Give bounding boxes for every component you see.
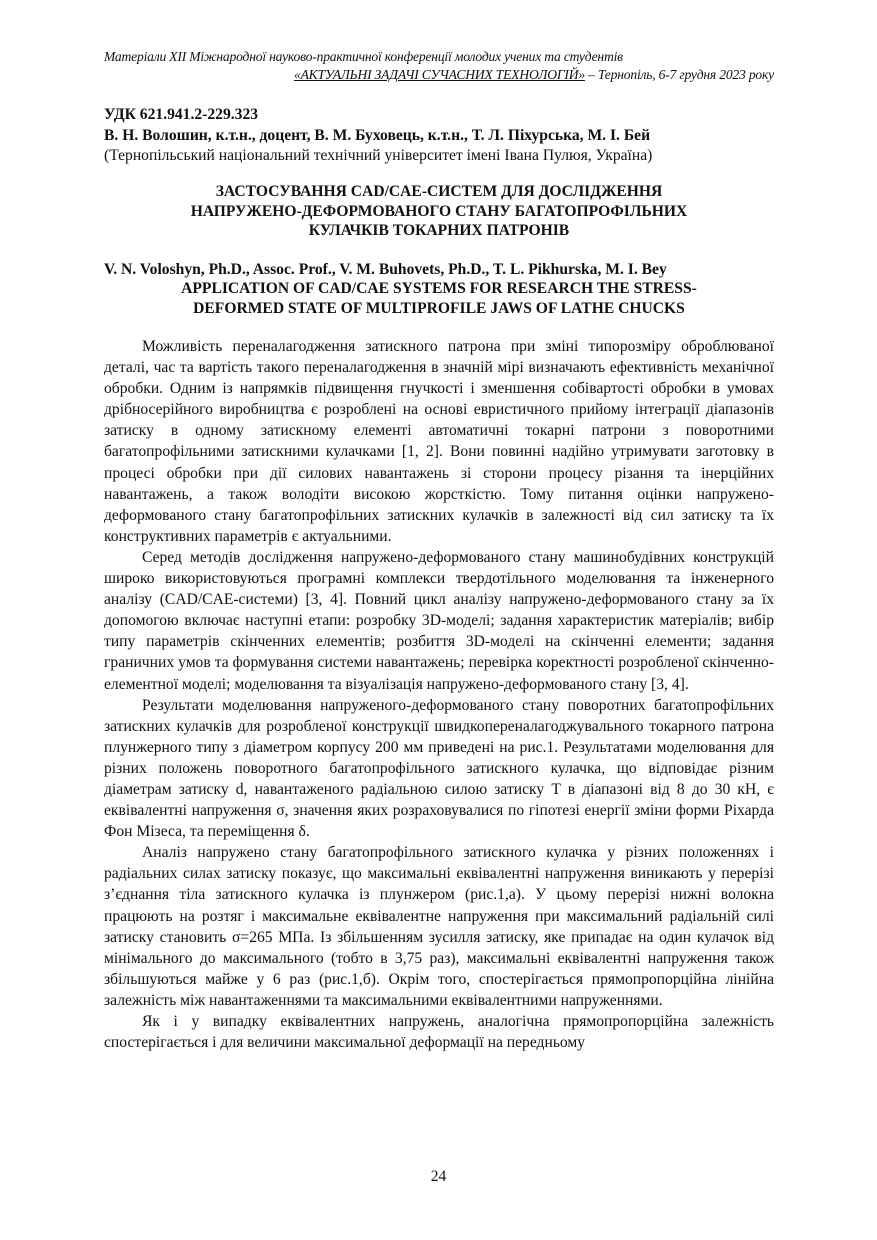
udk-code: УДК 621.941.2-229.323 <box>104 106 259 123</box>
running-header <box>104 48 774 84</box>
affiliation: (Тернопільський національний технічний університет імені Івана Пулюя, Україна) <box>104 147 653 164</box>
title-uk-line: КУЛАЧКІВ ТОКАРНИХ ПАТРОНІВ <box>308 222 570 239</box>
conference-place-date: – Тернопіль, 6-7 грудня 2023 року <box>584 67 774 82</box>
title-en-line: APPLICATION OF CAD/CAE SYSTEMS FOR RESEARCH THE STRESS- <box>181 280 697 297</box>
authors-english: V. N. Voloshyn, Ph.D., Assoc. Prof., V. M. Buhovets, Ph.D., T. L. Pikhurska, M. I. Bey <box>104 260 667 278</box>
body-text <box>104 336 774 1053</box>
title-en-line: DEFORMED STATE OF MULTIPROFILE JAWS OF LATHE CHUCKS <box>193 299 685 317</box>
title-uk-line: ЗАСТОСУВАННЯ CAD/CAE-СИСТЕМ ДЛЯ ДОСЛІДЖЕННЯ <box>215 183 663 200</box>
paragraph: Серед методів дослідження напружено-деформованого стану машинобудівних конструкцій широко використовуються програмні комплекси твердотільного моделювання та інженерного аналізу (CAD/CAE-системи) [3, 4]. Повний цикл аналізу напружено-деформованого стану за їх допомогою включає наступні етапи: розробку 3D-моделі; задання характеристик матеріалів; вибір типу параметрів скінченних елементів; розбиття 3D-моделі на скінченні елементи; задання граничних умов та формування системи навантажень; перевірка коректності розробленої скінченно-елементної моделі; моделювання та візуалізація напружено-деформованого стану [3, 4]. <box>104 548 774 693</box>
page-number: 24 <box>430 1168 447 1185</box>
paragraph: Можливість переналагодження затискного патрона при зміні типорозміру оброблюваної деталі, час та вартість такого переналагодження в значній мірі визначають ефективність механічної обробки. Одним із напрямків підвищення гнучкості і зменшення собівартості обробки в умовах дрібносерійного виробництва є розроблені на основі евристичного прийому інтеграції діапазонів затиску в одному затискному елементі автоматичні токарні патрони з поворотними багатопрофільними затискними кулачками [1, 2]. Вони повинні надійно утримувати заготовку в процесі обробки при дії силових навантажень зі сторони процесу різання та інерційних навантажень, а також володіти високою жорсткістю. Тому питання оцінки напружено-деформованого стану багатопрофільних затискних кулачків в залежності від сил затиску та їх конструктивних параметрів є актуальними. <box>104 338 774 545</box>
title-uk-line: НАПРУЖЕНО-ДЕФОРМОВАНОГО СТАНУ БАГАТОПРОФІЛЬНИХ <box>190 202 688 220</box>
title-english <box>104 279 774 318</box>
header-line-1: Матеріали XII Міжнародної науково-практичної конференції молодих учених та студентів <box>104 49 623 64</box>
conference-name: «АКТУАЛЬНІ ЗАДАЧІ СУЧАСНИХ ТЕХНОЛОГІЙ» <box>293 67 585 82</box>
document-page <box>104 48 774 1053</box>
header-line-2 <box>104 66 774 84</box>
paragraph: Результати моделювання напруженого-деформованого стану поворотних багатопрофільних затискних кулачків для розробленої конструкції швидкопереналагоджувального токарного патрона плунжерного типу з діаметром корпусу 200 мм приведені на рис.1. Результатами моделювання для різних положень поворотного багатопрофільного затискного кулачка, що відповідає різним діаметрам затиску d, навантаженого радіальною силою затиску T в діапазоні від 8 до 30 кН, є еквівалентні напруження σ, значення яких розраховувалися по гіпотезі енергії зміни форми Ріхарда Фон Мізеса, та переміщення δ. <box>104 696 774 841</box>
paragraph: Як і у випадку еквівалентних напружень, аналогічна прямопропорційна залежність спостерігається і для величини максимальної деформації на передньому <box>104 1013 774 1052</box>
title-ukrainian <box>104 182 774 241</box>
paragraph: Аналіз напружено стану багатопрофільного затискного кулачка у різних положеннях і радіальних силах затиску показує, що максимальні еквівалентні напруження виникають у перерізі з’єднання тіла затискного кулачка із плунжером (рис.1,а). У цьому перерізі нижні волокна працюють на розтяг і максимальне еквівалентне напруження при максимальний радіальній силі затиску становить σ=265 МПа. Із збільшенням зусилля затиску, яке припадає на один кулачок від мінімального до максимального (тобто в 3,75 раз), максимальні еквівалентні напруження також збільшуються майже у 6 раз (рис.1,б). Окрім того, спостерігається прямопропорційна лінійна залежність між навантаженнями та максимальними еквівалентними напруженнями. <box>104 844 774 1009</box>
authors: В. Н. Волошин, к.т.н., доцент, В. М. Буховець, к.т.н., Т. Л. Піхурська, М. І. Бей <box>104 127 651 144</box>
